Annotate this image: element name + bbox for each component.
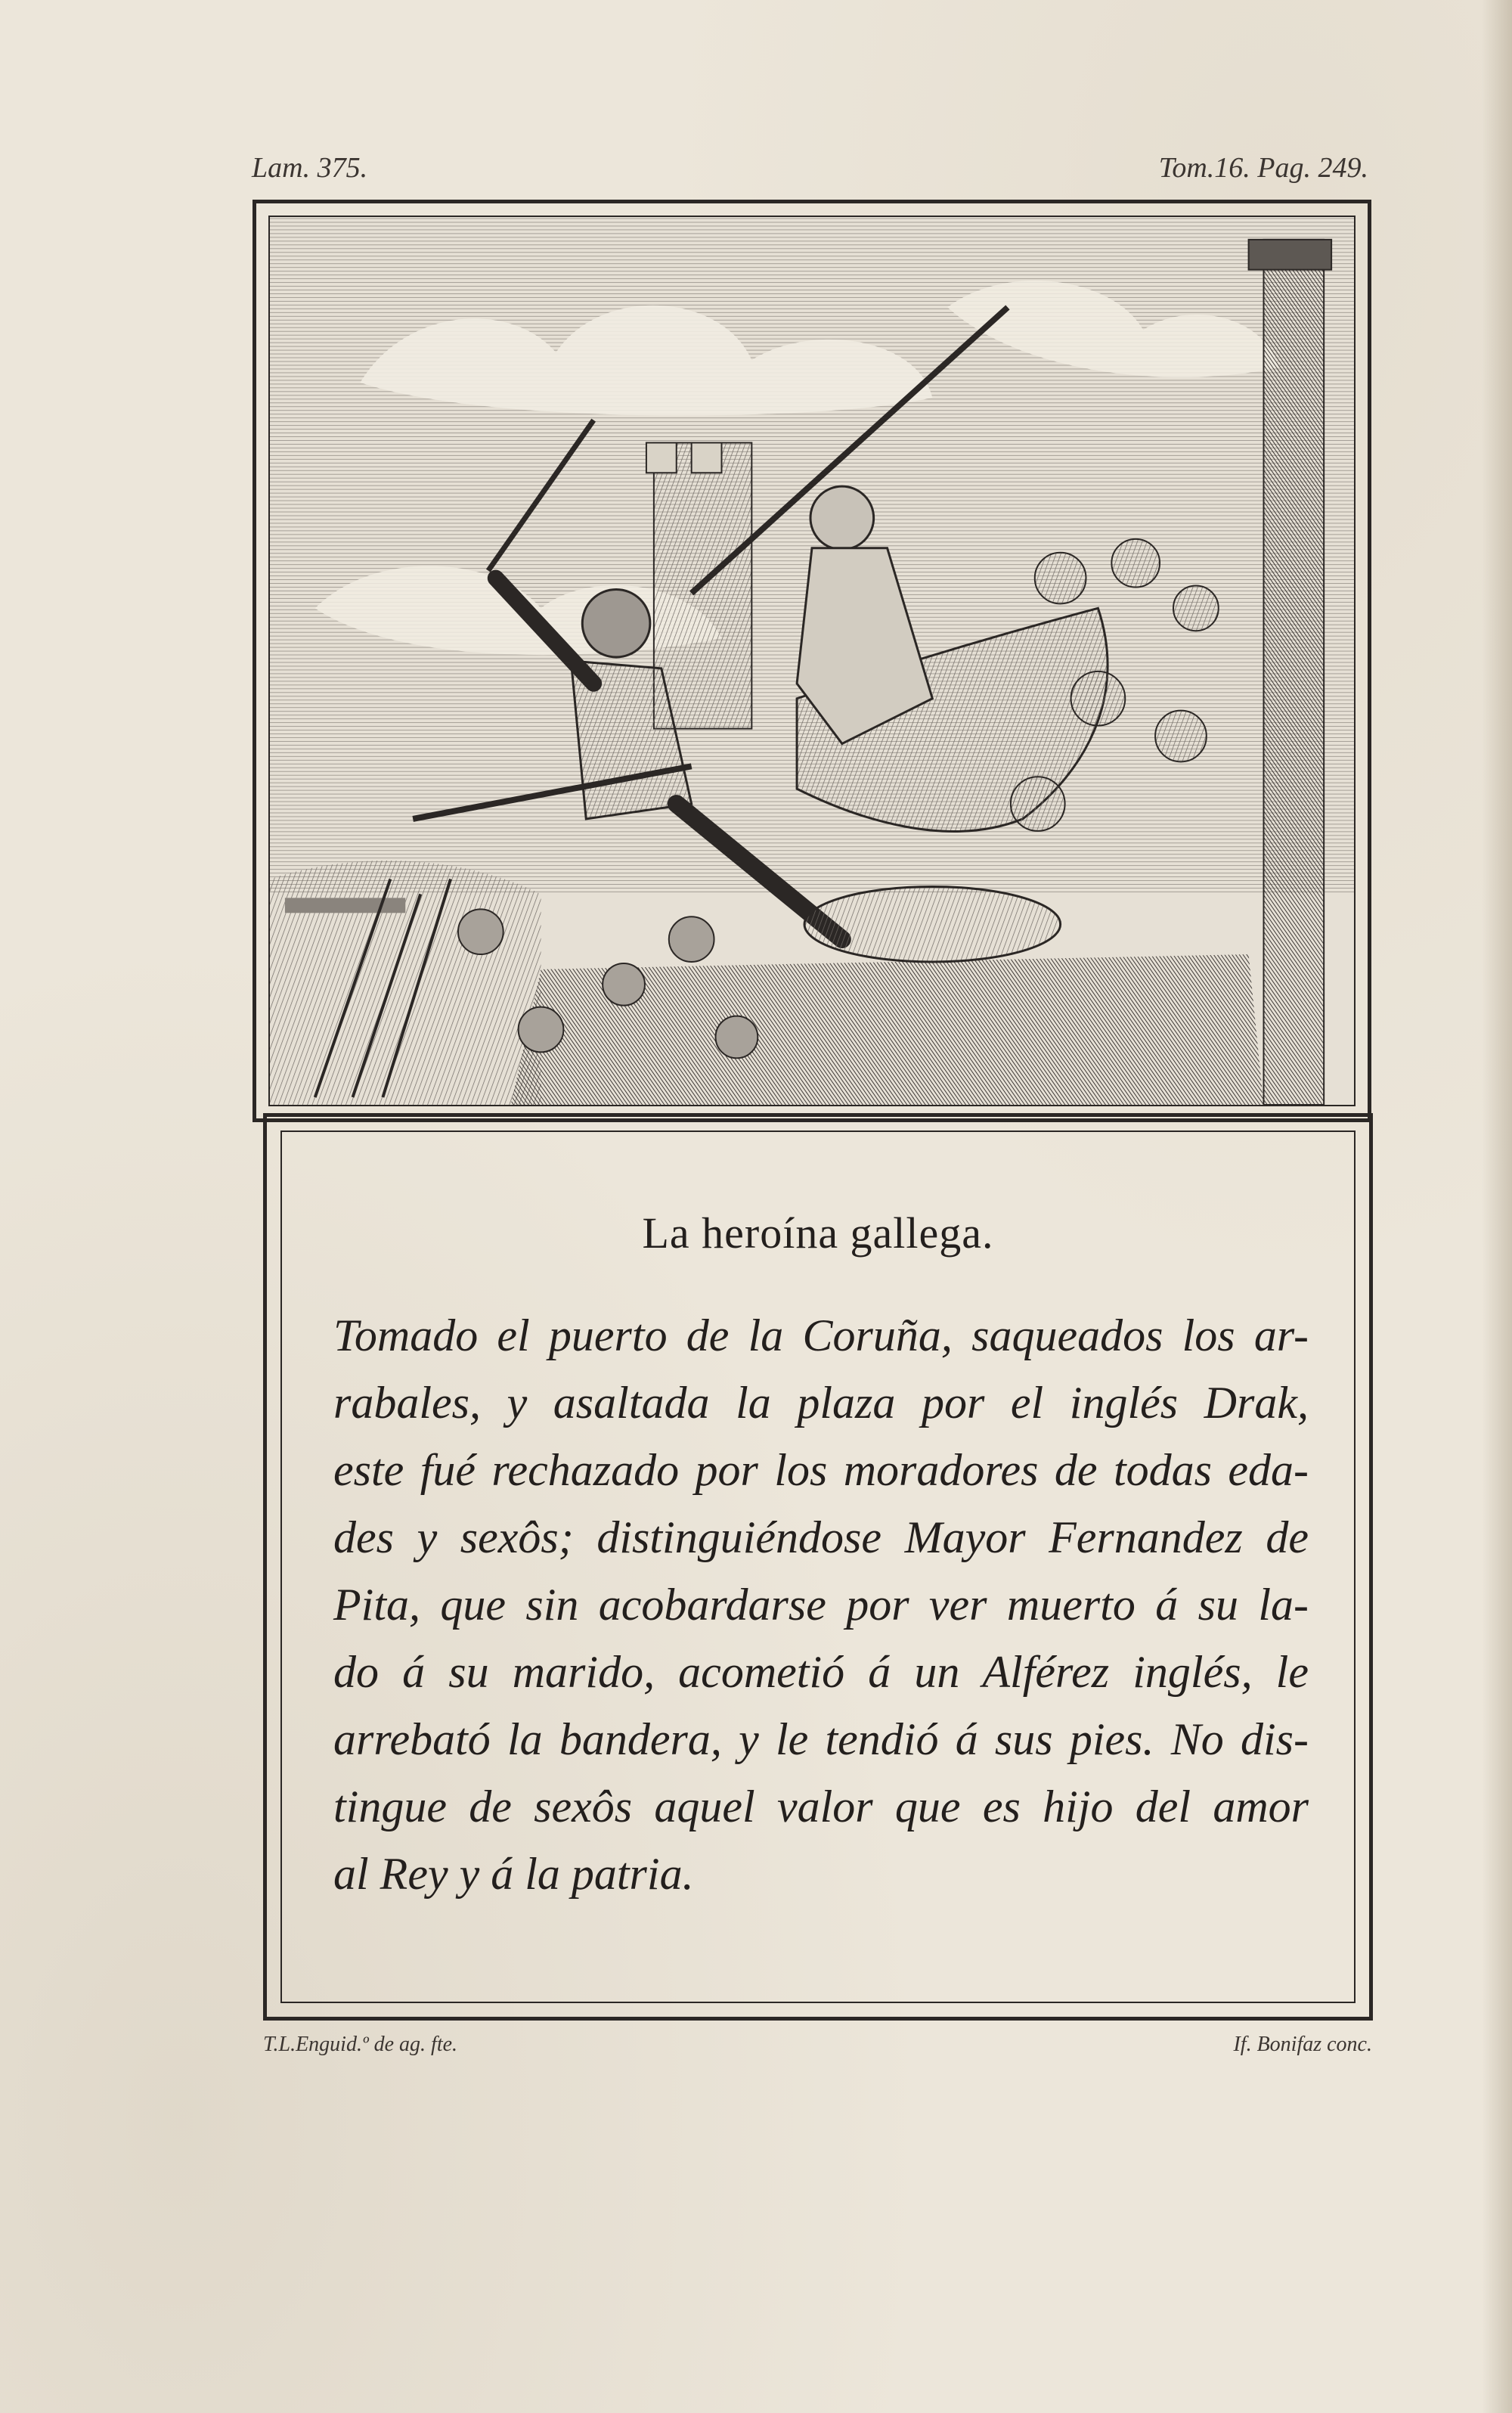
engraving-scene <box>270 217 1354 1105</box>
caption-line: do á su marido, acometió á un Alférez inglés, le <box>333 1647 1309 1697</box>
plate-number: Lam. 375. <box>252 152 368 184</box>
engraver-credit-left: T.L.Enguid.º de ag. fte. <box>263 2033 458 2056</box>
caption-title: La heroína gallega. <box>642 1208 994 1258</box>
caption-line: Tomado el puerto de la Coruña, saqueados los ar- <box>333 1310 1309 1360</box>
caption-line: rabales, y asaltada la plaza por el inglés Drak, <box>333 1378 1309 1428</box>
caption-frame <box>263 1113 1373 2021</box>
volume-page-ref: Tom.16. Pag. 249. <box>1158 152 1368 184</box>
caption-line: des y sexôs; distinguiéndose Mayor Fernandez de <box>333 1512 1309 1562</box>
caption-line: Pita, que sin acobardarse por ver muerto á su la- <box>333 1580 1309 1630</box>
caption-line: este fué rechazado por los moradores de todas eda- <box>333 1445 1309 1495</box>
caption-inner-border <box>280 1131 1356 2003</box>
caption-body <box>333 1302 1309 1908</box>
caption-line: arrebató la bandera, y le tendió á sus pies. No dis- <box>333 1714 1309 1764</box>
caption-line: al Rey y á la patria. <box>333 1849 694 1899</box>
illustration-frame <box>253 200 1371 1122</box>
engraver-credit-right: If. Bonifaz conc. <box>1233 2033 1372 2056</box>
caption-line: tingue de sexôs aquel valor que es hijo del amor <box>333 1782 1309 1831</box>
engraving-illustration <box>268 216 1356 1106</box>
paper-edge <box>1482 0 1512 2413</box>
